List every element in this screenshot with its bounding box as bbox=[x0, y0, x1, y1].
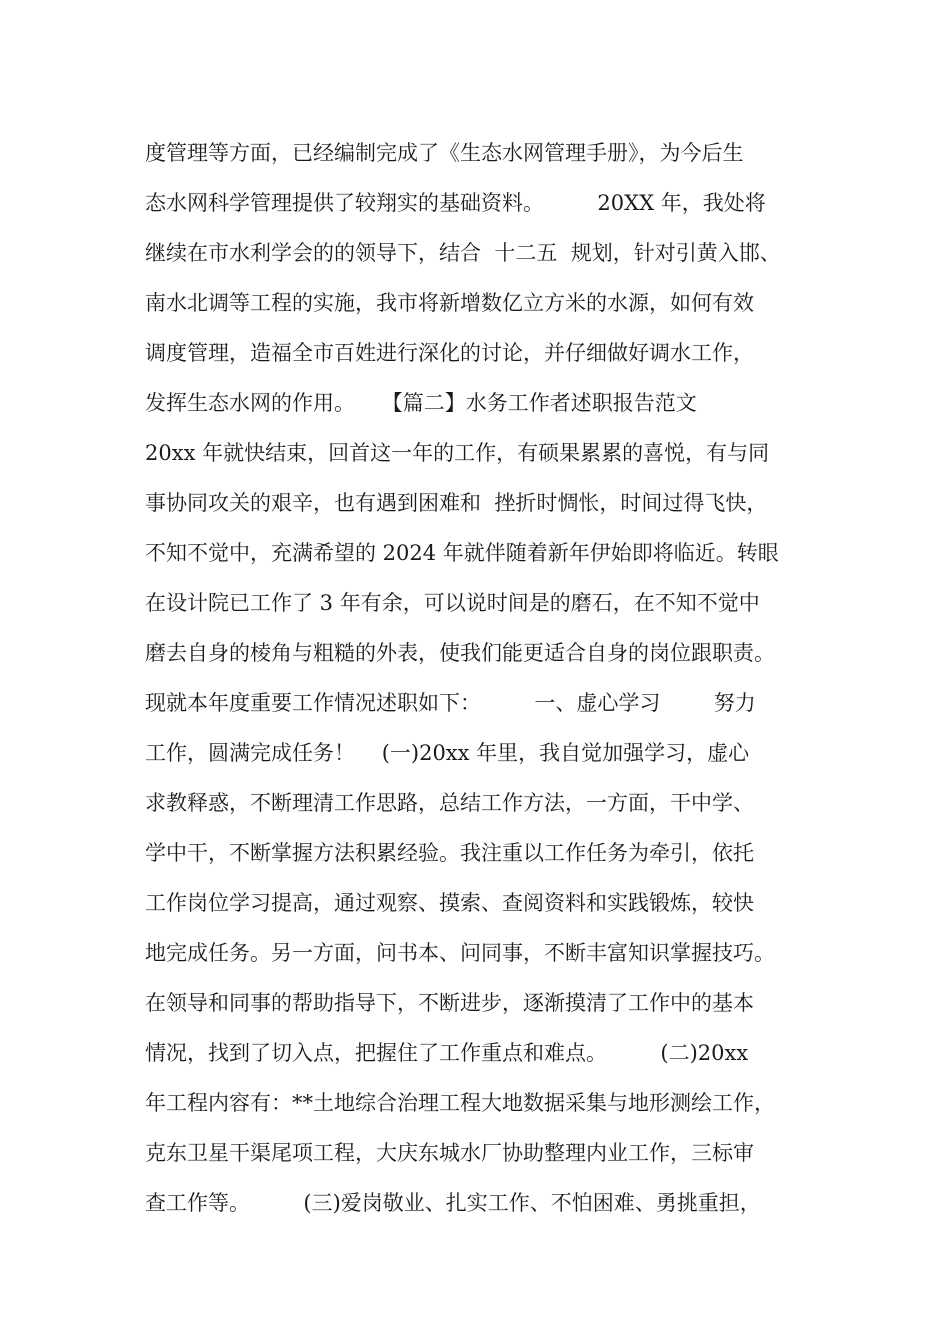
text-line: 求教释惑，不断理清工作思路，总结工作方法，一方面，干中学、 bbox=[145, 791, 754, 815]
text-line: 不知不觉中，充满希望的 2024 年就伴随着新年伊始即将临近。转眼 bbox=[145, 541, 779, 565]
text-line: 度管理等方面，已经编制完成了《生态水网管理手册》，为今后生 bbox=[145, 141, 744, 165]
text-line: 继续在市水利学会的的领导下，结合 十二五 规划，针对引黄入邯、 bbox=[145, 241, 781, 265]
text-line: 南水北调等工程的实施，我市将新增数亿立方米的水源，如何有效 bbox=[145, 291, 754, 315]
text-line: 情况，找到了切入点，把握住了工作重点和难点。 (二)20xx bbox=[145, 1041, 749, 1065]
text-line: 克东卫星干渠尾项工程，大庆东城水厂协助整理内业工作，三标审 bbox=[145, 1141, 754, 1165]
text-line: 工作，圆满完成任务！ (一)20xx 年里，我自觉加强学习，虚心 bbox=[145, 741, 750, 765]
text-line: 发挥生态水网的作用。 【篇二】水务工作者述职报告范文 bbox=[145, 391, 697, 415]
text-line: 在领导和同事的帮助指导下，不断进步，逐渐摸清了工作中的基本 bbox=[145, 991, 754, 1015]
text-line: 查工作等。 (三)爱岗敬业、扎实工作、不怕困难、勇挑重担， bbox=[145, 1191, 761, 1215]
text-line: 年工程内容有：**土地综合治理工程大地数据采集与地形测绘工作， bbox=[145, 1091, 775, 1115]
text-line: 工作岗位学习提高，通过观察、摸索、查阅资料和实践锻炼，较快 bbox=[145, 891, 754, 915]
text-line: 态水网科学管理提供了较翔实的基础资料。 20XX 年，我处将 bbox=[145, 191, 766, 215]
text-line: 现就本年度重要工作情况述职如下： 一、虚心学习 努力 bbox=[145, 691, 756, 715]
text-line: 磨去自身的棱角与粗糙的外表，使我们能更适合自身的岗位跟职责。 bbox=[145, 641, 775, 665]
text-line: 学中干，不断掌握方法积累经验。我注重以工作任务为牵引，依托 bbox=[145, 841, 754, 865]
body-text bbox=[145, 128, 835, 1228]
text-line: 地完成任务。另一方面，问书本、问同事，不断丰富知识掌握技巧。 bbox=[145, 941, 775, 965]
text-line: 调度管理，造福全市百姓进行深化的讨论，并仔细做好调水工作， bbox=[145, 341, 754, 365]
text-line: 20xx 年就快结束，回首这一年的工作，有硕果累累的喜悦，有与同 bbox=[145, 441, 770, 465]
text-line: 事协同攻关的艰辛，也有遇到困难和 挫折时惆怅，时间过得飞快， bbox=[145, 491, 768, 515]
text-line: 在设计院已工作了 3 年有余，可以说时间是的磨石，在不知不觉中 bbox=[145, 591, 760, 615]
